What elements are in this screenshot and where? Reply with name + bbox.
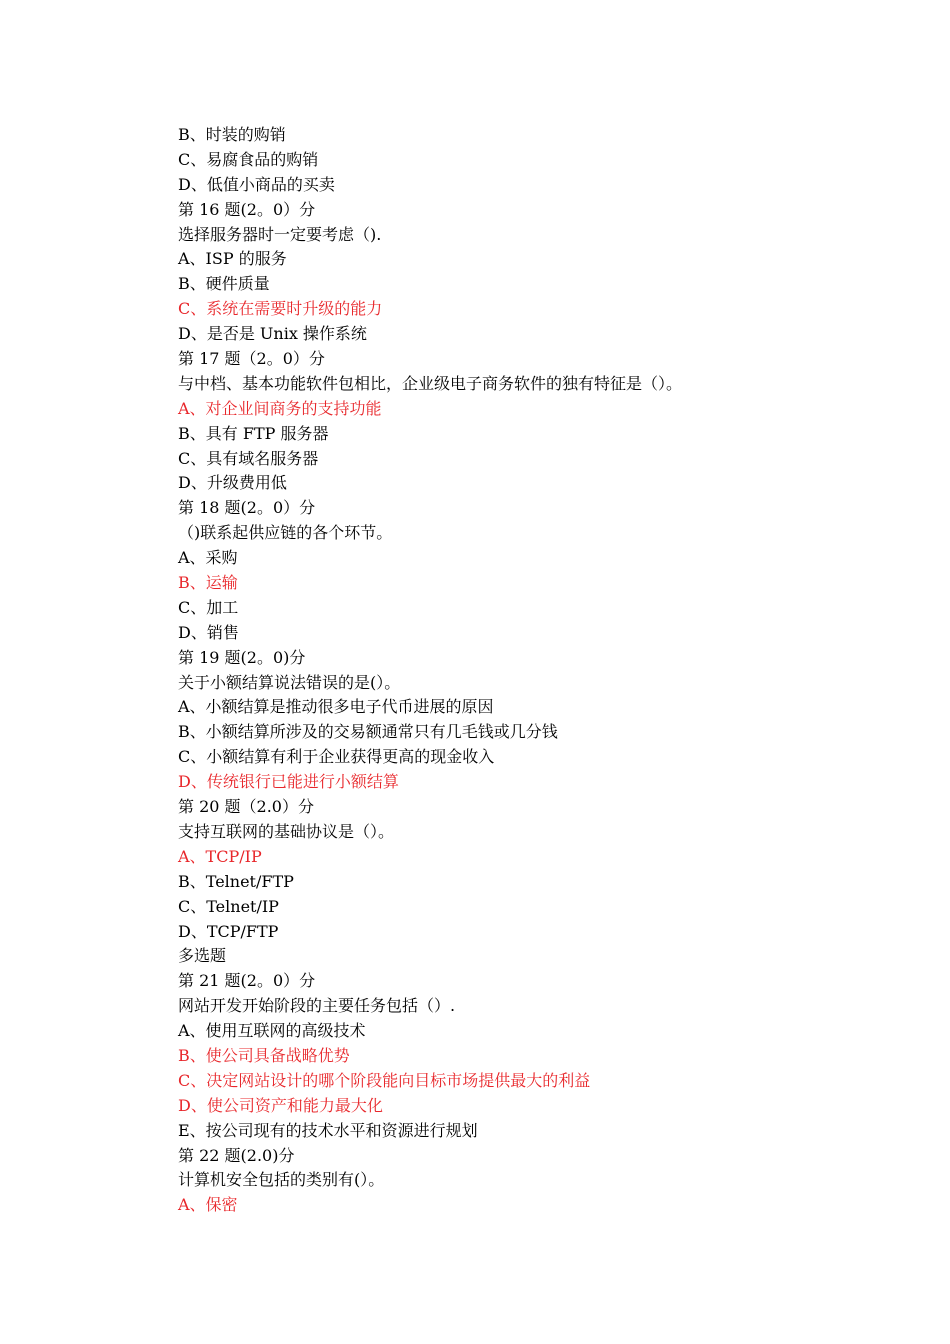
answer-option: A、采购 — [178, 548, 238, 568]
answer-option: D、低值小商品的买卖 — [178, 174, 335, 194]
document-page — [178, 123, 878, 1218]
answer-option: C、Telnet/IP — [178, 896, 279, 916]
answer-option: B、Telnet/FTP — [178, 871, 294, 891]
section-heading: 多选题 — [178, 946, 227, 966]
question-header: 第 20 题（2.0）分 — [178, 797, 314, 817]
answer-option-correct: B、使公司具备战略优势 — [178, 1045, 350, 1065]
answer-option: D、升级费用低 — [178, 473, 287, 493]
answer-option-correct: A、TCP/IP — [178, 846, 262, 866]
answer-option-correct: D、传统银行已能进行小额结算 — [178, 772, 399, 792]
question-header: 第 18 题(2。0）分 — [178, 498, 316, 518]
answer-option-correct: A、对企业间商务的支持功能 — [178, 398, 382, 418]
answer-option-correct: D、使公司资产和能力最大化 — [178, 1095, 383, 1115]
answer-option-correct: B、运输 — [178, 573, 238, 593]
answer-option: C、具有域名服务器 — [178, 448, 319, 468]
answer-option: B、小额结算所涉及的交易额通常只有几毛钱或几分钱 — [178, 722, 558, 742]
answer-option: C、小额结算有利于企业获得更高的现金收入 — [178, 747, 495, 767]
question-text: 与中档、基本功能软件包相比，企业级电子商务软件的独有特征是（）。 — [178, 373, 683, 393]
answer-option: B、硬件质量 — [178, 274, 270, 294]
question-text: 选择服务器时一定要考虑（). — [178, 224, 382, 244]
answer-option: A、小额结算是推动很多电子代币进展的原因 — [178, 697, 494, 717]
question-header: 第 17 题（2。0）分 — [178, 349, 325, 369]
question-header: 第 22 题(2.0)分 — [178, 1145, 295, 1165]
question-text: 计算机安全包括的类别有(）。 — [178, 1170, 385, 1190]
question-header: 第 19 题(2。0)分 — [178, 647, 306, 667]
answer-option: B、具有 FTP 服务器 — [178, 423, 329, 443]
question-header: 第 21 题(2。0）分 — [178, 971, 316, 991]
question-text: （)联系起供应链的各个环节。 — [178, 523, 393, 543]
answer-option: C、加工 — [178, 597, 239, 617]
answer-option: B、时装的购销 — [178, 125, 286, 144]
answer-option: D、销售 — [178, 622, 239, 642]
answer-option: D、TCP/FTP — [178, 921, 279, 941]
question-text: 关于小额结算说法错误的是(）。 — [178, 672, 401, 692]
answer-option-correct: A、保密 — [178, 1195, 238, 1215]
question-text: 网站开发开始阶段的主要任务包括（）. — [178, 996, 456, 1016]
answer-option: D、是否是 Unix 操作系统 — [178, 324, 367, 344]
question-header: 第 16 题(2。0）分 — [178, 199, 316, 219]
question-text: 支持互联网的基础协议是（）。 — [178, 821, 395, 841]
answer-option-correct: C、决定网站设计的哪个阶段能向目标市场提供最大的利益 — [178, 1070, 591, 1090]
answer-option: A、使用互联网的高级技术 — [178, 1021, 366, 1041]
answer-option-correct: C、系统在需要时升级的能力 — [178, 299, 383, 319]
answer-option: A、ISP 的服务 — [178, 249, 287, 269]
answer-option: C、易腐食品的购销 — [178, 149, 319, 169]
answer-option: E、按公司现有的技术水平和资源进行规划 — [178, 1120, 478, 1140]
